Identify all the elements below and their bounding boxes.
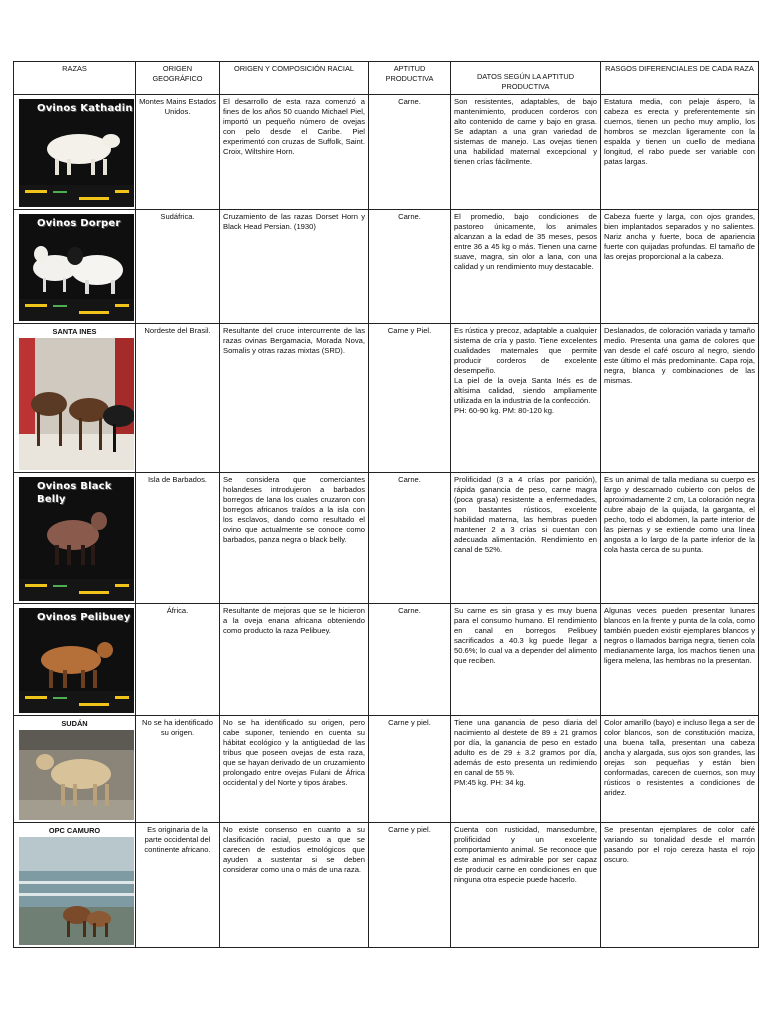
aptitud-cell: Carne.	[369, 95, 451, 210]
breed-photo-cell	[14, 324, 136, 473]
rasgos-cell: Es un animal de talla mediana su cuerpo es largo y descarnado cubierto con pelos de aproximadamente 2 cm, La coloración negra cubre abajo de la quijada, la garganta, el pecho, todo el abdomen, la parte interior de las piernas y se extiende como una línea angosta a lo largo de la parte inferior de la cola hasta cerca de su punta.	[601, 473, 759, 604]
header-rasgos: RASGOS DIFERENCIALES DE CADA RAZA	[601, 62, 759, 95]
banner-subtitle-bar	[19, 624, 134, 628]
header-composicion: ORIGEN Y COMPOSICIÓN RACIAL	[220, 62, 369, 95]
datos-paragraph: Tiene una ganancia de peso diaria del nacimiento al destete de 89 ± 21 gramos por día, la ganancia de peso en estado adulto es de 29 ± 3.2 gramos por día, además de esto presenta un redimiendo en canal de 55 %.	[454, 718, 597, 778]
datos-weights: PM:45 kg. PH: 34 kg.	[454, 778, 526, 788]
breeds-table	[13, 61, 759, 948]
datos-cell: Su carne es sin grasa y es muy buena para el consumo humano. El rendimiento en canal en borregos Pelibuey sacrificados a 40.3 kg puede llegar a 50.6%; lo cual va a depender del alimento que reciben.	[451, 604, 601, 716]
aptitud-cell: Carne y Piel.	[369, 324, 451, 473]
dorper-photo	[19, 214, 134, 321]
header-datos: DATOS SEGÚN LA APTITUD PRODUCTIVA	[451, 62, 601, 95]
origen-cell: África.	[136, 604, 220, 716]
origen-cell: Es originaria de la parte occidental del continente africano.	[136, 822, 220, 947]
black-belly-photo	[19, 477, 134, 601]
white-sheep-image	[19, 119, 134, 179]
dorper-sheep-image	[19, 234, 134, 296]
breed-banner-title: Ovinos Black Belly	[37, 481, 112, 506]
banner-footer	[19, 691, 134, 713]
opc-camuro-photo	[19, 837, 134, 945]
table-row	[14, 822, 759, 947]
datos-cell: Cuenta con rusticidad, mansedumbre, prolificidad y un excelente comportamiento animal. Se reconoce que este animal es admirable por ser capaz de producir carne en condiciones en que ninguna otra especie puede hacerlo.	[451, 822, 601, 947]
banner-footer	[19, 185, 134, 207]
origen-cell: No se ha identificado su origen.	[136, 716, 220, 823]
breed-banner-title: Ovinos Dorper	[37, 218, 121, 229]
datos-paragraph: Es rústica y precoz, adaptable a cualquier sistema de cría y pasto. Tiene excelentes cualidades maternales que permite producir corderos de excelente desempeño.	[454, 326, 597, 376]
rasgos-cell: Se presentan ejemplares de color café variando su tonalidad desde el marrón pasando por el rojo cereza hasta el rojo oscuro.	[601, 822, 759, 947]
datos-cell: El promedio, bajo condiciones de pastoreo únicamente, los animales alcanzan a la edad de 35 meses, pesos entre 36 a 45 kg o más. Tienen una carne suave, magra, sin olor a lana, con una calidad y un rendimiento muy destacable.	[451, 210, 601, 324]
composicion-cell: No existe consenso en cuanto a su clasificación racial, puesto a que se carecen de estudios etnológicos que ayuden a sustentar si se deben considerar como una o más de una raza.	[220, 822, 369, 947]
composicion-cell: Resultante de mejoras que se le hicieron a la oveja enana africana obteniendo como producto la raza Pelibuey.	[220, 604, 369, 716]
header-row	[14, 62, 759, 95]
aptitud-cell: Carne y piel.	[369, 716, 451, 823]
breed-label: OPC CAMURO	[48, 825, 101, 835]
rasgos-cell: Deslanados, de coloración variada y tamaño medio. Presenta una gama de colores que van desde el café oscuro al negro, siendo este último el más predominante. Capa roja, negra, blanca y combinaciones de las mismas.	[601, 324, 759, 473]
kathadin-photo	[19, 99, 134, 207]
pelibuey-photo	[19, 608, 134, 713]
rasgos-cell: Algunas veces pueden presentar lunares blancos en la frente y punta de la cola, como también pueden existir ejemplares blancos y negros o llamados barriga negra, tienen cola medianamente larga, los machos tienen una ligera melena, las hembras no la presentan.	[601, 604, 759, 716]
breed-label: SANTA INES	[52, 327, 97, 336]
rasgos-cell: Color amarillo (bayo) e incluso llega a ser de color blancos, son de constitución maciza, una buena talla, presentan una cabeza ancha y alargada, sus ojos son grandes, las orejas son pequeñas y están bien conformadas, carecen de cuernos, son muy rústicos o resistentes a condiciones de aridez.	[601, 716, 759, 823]
table-row	[14, 95, 759, 210]
datos-cell	[451, 716, 601, 823]
composicion-cell: Se considera que comerciantes holandeses introdujeron a barbados borregos de lana los cuales cruzaron con borregos africanos traídos a la isla con los esclavos, dando como resultado el ovino que actualmente se conoce como barbados, panza negra o black belly.	[220, 473, 369, 604]
composicion-cell: Resultante del cruce intercurrente de las razas ovinas Bergamacia, Morada Nova, Somalis y otras razas mixtas (SRD).	[220, 324, 369, 473]
breed-photo-cell	[14, 473, 136, 604]
breed-label: SUDÁN	[61, 719, 88, 728]
aptitud-cell: Carne y piel.	[369, 822, 451, 947]
header-aptitud: APTITUD PRODUCTIVA	[369, 62, 451, 95]
datos-weights: PH: 60-90 kg. PM: 80-120 kg.	[454, 406, 555, 416]
rasgos-cell: Estatura media, con pelaje áspero, la cabeza es erecta y preferentemente sin cuernos, tienen un pecho muy amplio, los hombros se mezclan ligeramente con la espalda y tienen un cuello de mediana longitud, el rabo puede ser variable con patas largas.	[601, 95, 759, 210]
breed-photo-cell	[14, 210, 136, 324]
banner-footer	[19, 579, 134, 601]
datos-paragraph: La piel de la oveja Santa Inés es de altísima calidad, siendo ampliamente utilizada en la industria de la confección.	[454, 376, 597, 406]
breed-photo-cell	[14, 716, 136, 823]
origen-cell: Sudáfrica.	[136, 210, 220, 324]
origen-cell: Montes Mains Estados Unidos.	[136, 95, 220, 210]
aptitud-cell: Carne.	[369, 604, 451, 716]
breed-banner-title: Ovinos Pelibuey	[37, 612, 131, 623]
aptitud-cell: Carne.	[369, 473, 451, 604]
table-row	[14, 473, 759, 604]
black-belly-sheep-image	[19, 499, 134, 569]
santa-ines-photo	[19, 338, 134, 470]
composicion-cell: El desarrollo de esta raza comenzó a fines de los años 50 cuando Michael Piel, importó un pequeño número de ovejas con pelo desde el Caribe. Piel experimentó con cruzas de Suffolk, Saint. Croix, Wiltshire Horn.	[220, 95, 369, 210]
breed-photo-cell	[14, 95, 136, 210]
breed-photo-cell	[14, 604, 136, 716]
datos-cell	[451, 324, 601, 473]
composicion-cell: No se ha identificado su origen, pero cabe suponer, teniendo en cuenta su hábitat ecológico y la antigüedad de las tribus que poseen ovejas de esta raza, que se hayan derivado de un cruzamiento prolongado entre ovejas Fulani de África occidental y del Norte y tipos árabes.	[220, 716, 369, 823]
table-row	[14, 324, 759, 473]
datos-cell: Prolificidad (3 a 4 crías por parición), rápida ganancia de peso, carne magra (poca grasa) resistente a enfermedades, son bastantes rústicos, excelente habilidad materna, las hembras pueden mantener 2 a 3 crías si cuentan con adecuada alimentación. Rendimiento en canal de 52%.	[451, 473, 601, 604]
composicion-cell: Cruzamiento de las razas Dorset Horn y Black Head Persian. (1930)	[220, 210, 369, 324]
banner-footer	[19, 299, 134, 321]
table-row	[14, 716, 759, 823]
sudan-photo	[19, 730, 134, 820]
table-row	[14, 604, 759, 716]
origen-cell: Nordeste del Brasil.	[136, 324, 220, 473]
aptitud-cell: Carne.	[369, 210, 451, 324]
pelibuey-sheep-image	[19, 630, 134, 692]
header-razas: RAZAS	[14, 62, 136, 95]
origen-cell: Isla de Barbados.	[136, 473, 220, 604]
datos-cell: Son resistentes, adaptables, de bajo mantenimiento, producen corderos con alto contenido de carne y bajo en grasa. Se adaptan a una gran variedad de sistemas de manejo. Las ovejas tienen una habilidad maternal excepcional y tienen crías fácilmente.	[451, 95, 601, 210]
header-origen: ORIGEN GEOGRÁFICO	[136, 62, 220, 95]
table-row	[14, 210, 759, 324]
rasgos-cell: Cabeza fuerte y larga, con ojos grandes, bien implantados separados y no salientes. Nariz ancha y fuerte, boca de apariencia fuerte con quijadas profundas. El tamaño de las orejas proporcional a la cabeza.	[601, 210, 759, 324]
breed-banner-title: Ovinos Kathadin	[37, 103, 133, 114]
breed-photo-cell	[14, 822, 136, 947]
